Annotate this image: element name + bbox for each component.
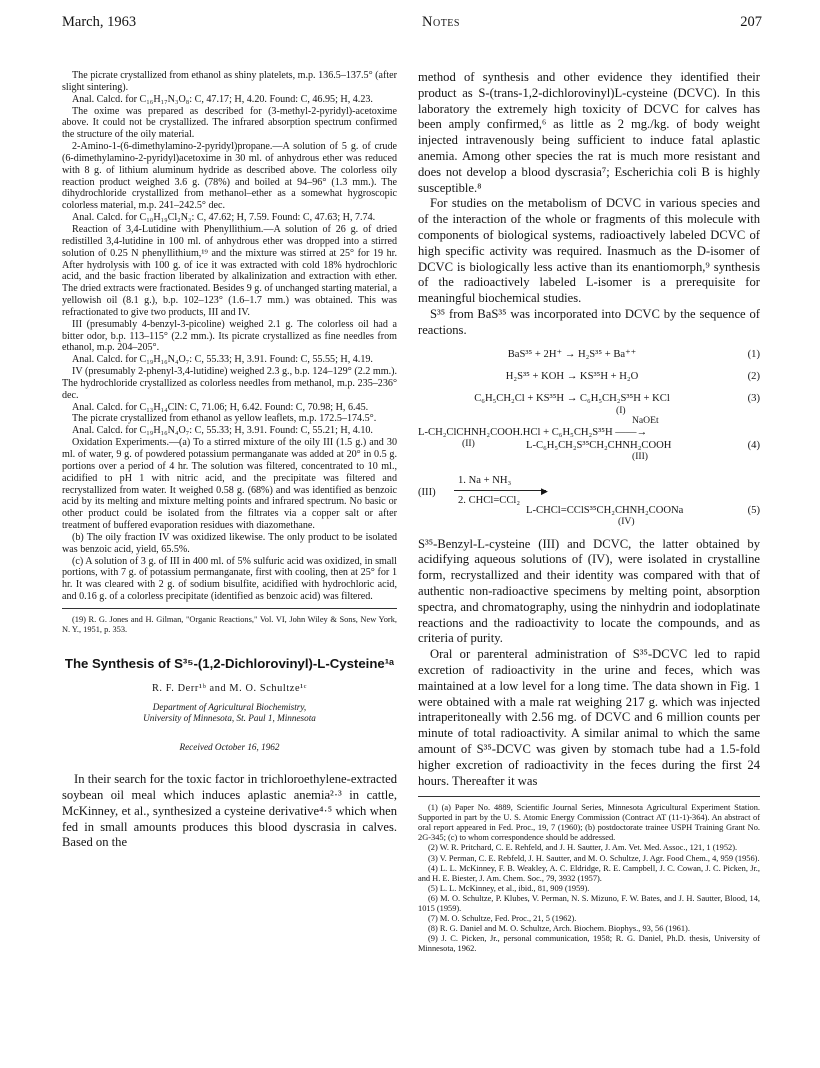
footnotes <box>418 803 760 954</box>
equation-number: (2) <box>747 370 760 382</box>
reaction-equation: H₂S³⁵ + KOH → KS³⁵H + H₂O <box>505 370 639 382</box>
paragraph: Anal. Calcd. for C₁₀H₁₉Cl₂N₃: C, 47.62; H, 7.59. Found: C, 47.63; H, 7.74. <box>72 212 376 224</box>
reaction-arrow <box>454 490 546 491</box>
reaction-equation: BaS³⁵ + 2H⁺ → H₂S³⁵ + Ba⁺⁺ <box>507 348 637 360</box>
compound-label: (IV) <box>618 515 635 527</box>
header-date: March, 1963 <box>62 14 137 30</box>
right-column <box>418 70 760 954</box>
paragraph: Anal. Calcd. for C₁₆H₁₇N₃O₈: C, 47.17; H, 4.20. Found: C, 46.95; H, 4.23. <box>72 93 373 105</box>
paragraph: III (presumably 4-benzyl-3-picoline) weighed 2.1 g. The colorless oil had a bitter odor, b.p. 113–115° (2.2 mm.). Its picrate crystallized as fine needles from ethanol, m.p. 204–205°. <box>62 318 397 354</box>
page-number: 207 <box>740 14 762 30</box>
compound-label: (III) <box>418 486 436 498</box>
paragraph: The picrate crystallized from ethanol as yellow leaflets, m.p. 172.5–174.5°. <box>72 413 377 425</box>
article-intro <box>62 772 397 851</box>
equation-number: (3) <box>747 392 760 404</box>
reaction-step: 2. CHCl=CCl₂ <box>458 494 521 506</box>
footnote-divider <box>418 796 760 797</box>
footnote: (6) M. O. Schultze, P. Klubes, V. Perman, N. S. Mizuno, F. W. Bates, and J. H. Sautter, Blood, 14, 1015 (1959). <box>418 893 760 913</box>
affiliation: Department of Agricultural Biochemistry, <box>152 702 307 713</box>
reaction-scheme <box>418 347 760 531</box>
paragraph: In their search for the toxic factor in trichloroethylene-extracted soybean oil meal which induces aplastic anemia²·³ in cattle, McKinney, et al., synthesized a cysteine derivative⁴·⁵ which when fed in small amounts produces this blood dyscrasia in calves. Based on the <box>62 772 397 850</box>
reaction-4 <box>418 414 760 471</box>
paragraph: IV (presumably 2-phenyl-3,4-lutidine) weighed 2.3 g., b.p. 124–129° (2.2 mm.). The hydrochloride crystallized as colorless needles from methanol, m.p. 235–236° dec. <box>62 366 397 401</box>
footnote: (5) L. L. McKinney, et al., ibid., 81, 909 (1959). <box>428 883 590 893</box>
footnote: (1) (a) Paper No. 4889, Scientific Journal Series, Minnesota Agricultural Experiment Station. Supported in part by the U. S. Atomic Energy Commission (Contract AT (11-1)-364). An abstract of oral report appeared in Fed. Proc., 19, 7 (1960); (b) postdoctorate trainee USPH Training Grant No. 2G-345; (c) to whom correspondence should be addressed. <box>418 803 760 843</box>
reaction-2 <box>418 369 760 391</box>
reaction-product: L-C₆H₅CH₂S³⁵CH₂CHNH₂COOH <box>526 439 672 451</box>
footnote-divider <box>62 608 397 609</box>
reaction-5 <box>418 473 760 531</box>
article-body-continued <box>418 537 760 790</box>
paragraph: 2-Amino-1-(6-dimethylamino-2-pyridyl)propane.—A solution of 5 g. of crude (6-dimethylamino-2-pyridyl)acetoxime in 30 ml. of anhydrous ether was reduced with 8 g. of lithium aluminum hydride as described above. The colorless oily reaction product weighed 3.6 g. (78%) and boiled at 94–96° (1.3 mm.). The dihydrochloride crystallized from methanol–ether as a somewhat hygroscopic colorless material, m.p. 241–242.5° dec. <box>62 141 397 212</box>
reaction-equation: L-CH₂ClCHNH₂COOH.HCl + C₆H₅CH₂S³⁵H ——→ <box>418 426 648 438</box>
reaction-equation: C₆H₅CH₂Cl + KS³⁵H → C₆H₅CH₂S³⁵H + KCl <box>474 392 670 404</box>
left-column <box>62 70 397 851</box>
reaction-step: 1. Na + NH₃ <box>458 474 512 486</box>
paragraph: Anal. Calcd. for C₁₃H₁₄ClN: C, 71.06; H, 6.42. Found: C, 70.98; H, 6.45. <box>72 401 369 413</box>
footnote: (3) V. Perman, C. E. Rebfeld, J. H. Sautter, and M. O. Schultze, J. Agr. Food Chem., 4, 959 (1956). <box>428 853 760 863</box>
footnote: (8) R. G. Daniel and M. O. Schultze, Arch. Biochem. Biophys., 93, 56 (1961). <box>428 923 690 933</box>
footnote: (9) J. C. Picken, Jr., personal communication, 1958; R. G. Daniel, Ph.D. thesis, University of Minnesota, 1962. <box>418 933 760 953</box>
paragraph: S³⁵-Benzyl-L-cysteine (III) and DCVC, the latter obtained by acidifying aqueous solutions of (IV), were isolated in crystalline form, recrystallized and their identity was compared with that of authentic non-radioactive specimens by melting point, absorption spectra, and chromatography, using the ninhydrin and iodoplatinate reactions and the radioactivity to locate the compounds, and as criteria of purity. <box>418 536 760 646</box>
paragraph: Oxidation Experiments.—(a) To a stirred mixture of the oily III (1.5 g.) and 30 ml. of water, 9 g. of powdered potassium permanganate was added at 20° in 0.5 g. portions over a period of 4 hr. The solution was filtered, concentrated to 10 ml., acidified to pH 1 with nitric acid, and the precipitate was filtered and recrystallized from water. It weighed 0.58 g. (68%) and was identified as benzoic acid by its melting and mixture melting points and infrared spectrum. No basic or other product could be isolated from the filtrates via a copper salt or after treatment of buffered evaporation residues with diazomethane. <box>62 437 397 532</box>
arrow-head: ▶ <box>541 485 548 496</box>
paragraph: Reaction of 3,4-Lutidine with Phenyllithium.—A solution of 26 g. of dried redistilled 3,4-lutidine in 100 ml. of anhydrous ether was dropped into a stirred solution of 0.25 N phenyllithium,¹⁹ and the mixture was stirred at 25° for 19 hr. After hydrolysis with 100 g. of ice it was extracted with cold 18% hydrochloric acid, and the basic fraction liberated by alkalinization and extraction with ether. The dried extracts were fractionated. Besides 9 g. of unchanged starting material, a yellowish oil (8.1 g.), b.p. 102–123° (1.6–1.7 mm.) was obtained. This was refractionated to give two products, III and IV. <box>62 223 397 318</box>
compound-label: (II) <box>462 437 475 449</box>
paragraph: Anal. Calcd. for C₁₉H₁₆N₄O₇: C, 55.33; H, 3.91. Found: C, 55.21; H, 4.10. <box>72 425 373 437</box>
footnote: (4) L. L. McKinney, F. B. Weakley, A. C. Eldridge, R. E. Campbell, J. C. Cowan, J. C. Picken, Jr., and H. E. Biester, J. Am. Chem. Soc., 79, 3932 (1957). <box>418 863 760 883</box>
article-authors: R. F. Derr¹ᵇ and M. O. Schultze¹ᶜ <box>151 683 308 695</box>
equation-number: (5) <box>747 504 760 516</box>
paragraph: Anal. Calcd. for C₁₉H₁₆N₄O₇: C, 55.33; H, 3.91. Found: C, 55.55; H, 4.19. <box>72 354 373 366</box>
paragraph: Oral or parenteral administration of S³⁵-DCVC led to rapid excretion of radioactivity in the urine and feces, which was maintained at a low level for a long time. The data shown in Fig. 1 were obtained with a male rat weighing 217 g. which was injected intraperitoneally with 2.56 mg. of DCVC and 6 million counts per minute of total radioactivity. A similar animal to which the same amount of S³⁵-DCVC was given by stomach tube had a 1.5-fold higher excretion of radioactivity in the feces during the first 24 hours. Thereafter it was <box>418 647 760 788</box>
reaction-condition: NaOEt <box>632 414 659 426</box>
compound-label: (III) <box>632 450 648 462</box>
paragraph: For studies on the metabolism of DCVC in various species and of the interaction of the whole or fragments of this molecule with components of biological systems, radioactively labeled DCVC of high specific activity was required. Inasmuch as the D-isomer of DCVC is biologically less active than its enantiomorph,⁹ synthesis of the radioactively labeled L-isomer is a prerequisite for meaningful biochemical studies. <box>418 196 760 306</box>
footnote: (7) M. O. Schultze, Fed. Proc., 21, 5 (1962). <box>428 913 577 923</box>
paragraph: S³⁵ from BaS³⁵ was incorporated into DCVC by the sequence of reactions. <box>418 306 760 337</box>
reaction-1 <box>418 347 760 369</box>
affiliation: University of Minnesota, St. Paul 1, Minnesota <box>143 713 316 724</box>
paragraph: The picrate crystallized from ethanol as shiny platelets, m.p. 136.5–137.5° (after slight sintering). <box>62 70 397 93</box>
article-body <box>418 70 760 339</box>
header-section: Notes <box>422 14 460 30</box>
equation-number: (1) <box>747 348 760 360</box>
paragraph: The oxime was prepared as described for (3-methyl-2-pyridyl)-acetoxime above. It could not be crystallized. The infrared absorption spectrum confirmed the structure of the oily material. <box>62 105 397 141</box>
experimental-text <box>62 70 397 603</box>
compound-label: (I) <box>616 404 626 416</box>
paragraph: (c) A solution of 3 g. of III in 400 ml. of 5% sulfuric acid was oxidized, in small portions, with 7 g. of potassium permanganate, first with cooling, then at 25° for 1 hr. It was cleared with 2 g. of sodium bisulfite, acidified with hydrochloric acid, and 0.16 g. of a colorless precipitate (identified as benzoic acid) was filtered. <box>62 555 397 603</box>
running-header <box>62 14 762 32</box>
equation-number: (4) <box>747 439 760 451</box>
footnote: (19) R. G. Jones and H. Gilman, "Organic Reactions," Vol. VI, John Wiley & Sons, New York, N. Y., 1951, p. 353. <box>62 614 397 634</box>
reaction-3 <box>418 391 760 421</box>
paragraph: method of synthesis and other evidence they identified their product as S-(trans-1,2-dichlorovinyl)L-cysteine (DCVC). In this laboratory the extremely high toxicity of DCVC for calves has been amply confirmed,⁶ as little as 2 mg./kg. of body weight injected intravenously being sufficient to induce fatal aplastic anemia. Among other species the rat is much more resistant and does not develop a blood dyscrasia⁷; Escherichia coli B is highly susceptible.⁸ <box>418 70 760 195</box>
footnote: (2) W. R. Pritchard, C. E. Rehfeld, and J. H. Sautter, J. Am. Vet. Med. Assoc., 121, 1 (1952). <box>428 843 738 853</box>
article-title: The Synthesis of S³⁵-(1,2-Dichlorovinyl)-L-Cysteine¹ᵃ <box>64 656 395 672</box>
reaction-product: L-CHCl=CClS³⁵CH₂CHNH₂COONa <box>526 504 684 516</box>
paragraph: (b) The oily fraction IV was oxidized likewise. The only product to be isolated was benzoic acid, yield, 65.5%. <box>62 531 397 555</box>
received-date: Received October 16, 1962 <box>179 742 280 753</box>
